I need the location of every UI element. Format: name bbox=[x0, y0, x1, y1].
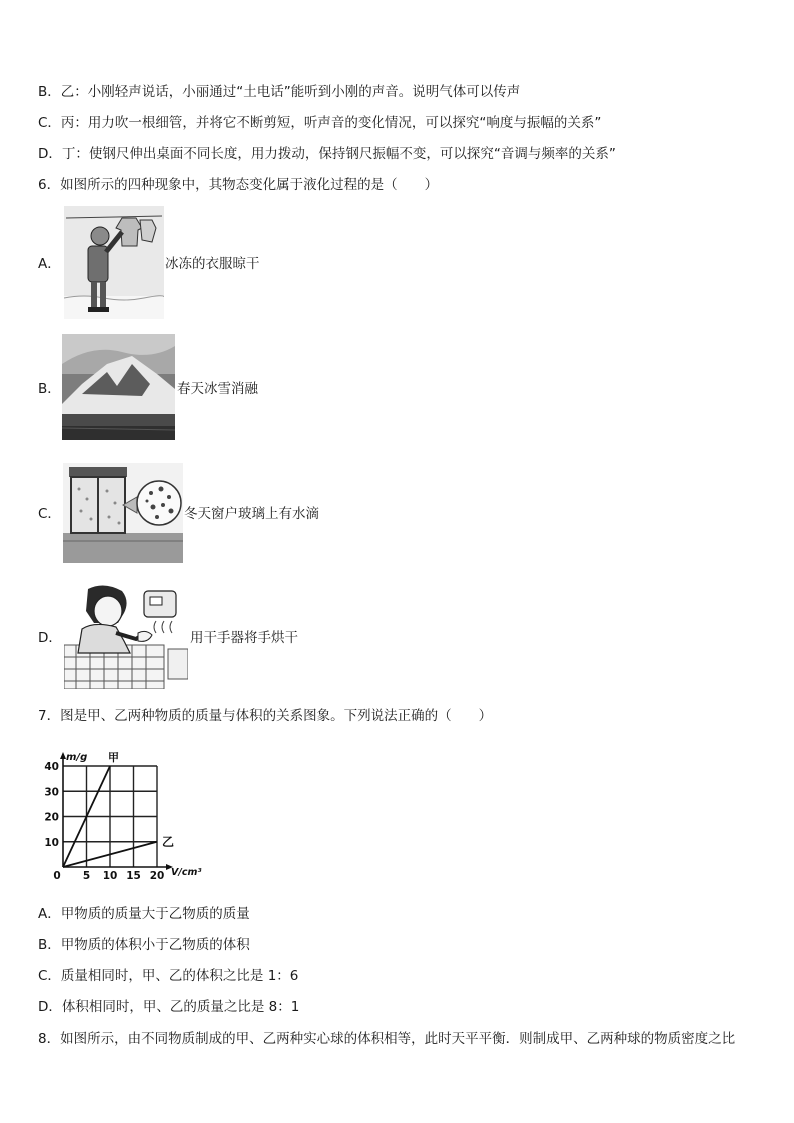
q7-option-a: A．甲物质的质量大于乙物质的质量 bbox=[38, 906, 250, 922]
x-tick-label: 20 bbox=[149, 870, 165, 882]
q6-option-b-caption: 春天冰雪消融 bbox=[177, 381, 258, 397]
q6-option-d-caption: 用干手器将手烘干 bbox=[190, 630, 298, 646]
frozen-clothes-drying-image bbox=[64, 206, 164, 319]
hand-dryer-image bbox=[64, 583, 188, 689]
q5-option-b: B．乙：小刚轻声说话，小丽通过“土电话”能听到小刚的声音。说明气体可以传声 bbox=[38, 84, 521, 100]
q6-stem: 6．如图所示的四种现象中，其物态变化属于液化过程的是（ ） bbox=[38, 177, 439, 193]
y-tick-label: 40 bbox=[44, 761, 59, 773]
q7-option-c: C．质量相同时，甲、乙的体积之比是 1：6 bbox=[38, 968, 299, 984]
x-axis-label: V/cm³ bbox=[171, 867, 202, 878]
q6-option-c-letter: C． bbox=[38, 506, 61, 522]
q6-option-a-letter: A． bbox=[38, 256, 61, 272]
x-tick-label: 10 bbox=[102, 870, 118, 882]
x-tick-label: 0 bbox=[53, 870, 61, 882]
q6-option-c-caption: 冬天窗户玻璃上有水滴 bbox=[184, 506, 319, 522]
y-tick-label: 30 bbox=[44, 786, 59, 799]
q7-stem: 7．图是甲、乙两种物质的质量与体积的关系图象。下列说法正确的（ ） bbox=[38, 708, 493, 724]
y-axis-label: m/g bbox=[66, 752, 88, 763]
q7-option-b: B．甲物质的体积小于乙物质的体积 bbox=[38, 937, 250, 953]
y-tick-label: 20 bbox=[44, 811, 59, 824]
q6-option-b-letter: B． bbox=[38, 381, 61, 397]
q7-option-d: D．体积相同时，甲、乙的质量之比是 8：1 bbox=[38, 999, 300, 1015]
y-tick-label: 10 bbox=[44, 836, 59, 849]
series-label-jia: 甲 bbox=[108, 751, 119, 764]
x-tick-label: 5 bbox=[82, 870, 91, 882]
x-tick-label: 15 bbox=[126, 870, 141, 882]
q5-option-c: C．丙：用力吹一根细管，并将它不断剪短，听声音的变化情况，可以探究“响度与振幅的关系” bbox=[38, 115, 602, 131]
q6-option-a-caption: 冰冻的衣服晾干 bbox=[165, 256, 260, 272]
q8-stem: 8．如图所示，由不同物质制成的甲、乙两种实心球的体积相等，此时天平平衡．则制成甲、乙两种球的物质密度之比 bbox=[38, 1031, 736, 1047]
mass-volume-chart bbox=[38, 745, 210, 885]
q6-option-d-letter: D． bbox=[38, 630, 62, 646]
snow-melting-mountain-image bbox=[62, 334, 175, 440]
series-label-yi: 乙 bbox=[162, 834, 175, 849]
window-water-drops-image bbox=[63, 463, 183, 563]
q5-option-d: D．丁：使钢尺伸出桌面不同长度，用力拨动，保持钢尺振幅不变，可以探究“音调与频率的关系” bbox=[38, 146, 616, 162]
mass-volume-chart-svg bbox=[38, 745, 210, 885]
